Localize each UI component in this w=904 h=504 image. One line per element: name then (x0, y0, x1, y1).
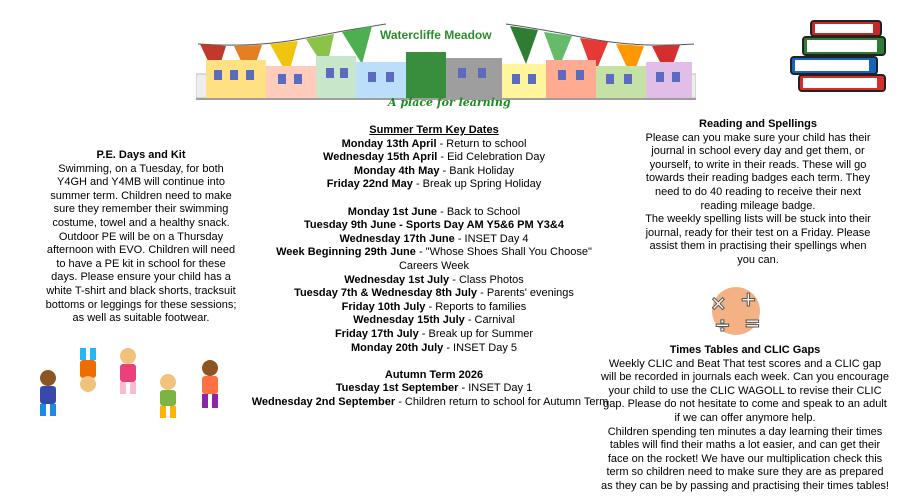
key-date-item (246, 138, 622, 152)
pe-line: summer term. Children need to make (50, 189, 232, 202)
reading-spellings-section (614, 118, 902, 268)
key-date-event: - Reports to families (425, 300, 527, 313)
key-date-item (246, 178, 622, 192)
key-date-event: - Parents' evenings (477, 287, 574, 300)
pe-line: afternoon with EVO. Children will need (46, 244, 236, 257)
svg-text:=: = (744, 311, 761, 335)
key-date-event: - Class Photos (449, 273, 524, 286)
key-date-item (246, 246, 622, 260)
key-date-item (246, 342, 622, 356)
reading-line: towards their reading badges each term. They (645, 172, 871, 185)
reading-line: you can. (737, 253, 779, 266)
key-date-event: - "Whose Shoes Shall You Choose" (415, 246, 592, 259)
key-date: Friday 22nd May (326, 178, 413, 191)
school-tagline: A place for learning (388, 96, 511, 109)
key-date: Tuesday 7th & Wednesday 8th July (294, 287, 478, 300)
key-date: Wednesday 15th April (323, 151, 438, 164)
svg-text:÷: ÷ (714, 313, 731, 337)
key-date-event: - INSET Day 4 (454, 232, 529, 245)
key-date-event: - Break up Spring Holiday (412, 178, 542, 191)
pe-line: Outdoor PE will be on a Thursday (58, 230, 224, 243)
key-date: Tuesday 1st September (335, 382, 459, 395)
reading-line: yourself, to write in their reads. These will go (649, 158, 867, 171)
times-line: will be recorded in journals each week. Can you encourage (600, 371, 889, 384)
key-date-event: - INSET Day 5 (443, 341, 518, 354)
key-date-event: - Carnival (464, 314, 515, 327)
times-line: tables will find their maths a lot easier, and can get their (609, 439, 881, 452)
key-date-item (246, 274, 622, 288)
reading-line: The weekly spelling lists will be stuck into their (645, 213, 871, 226)
pe-title: P.E. Days and Kit (96, 149, 186, 161)
key-date-item (246, 301, 622, 315)
reading-line: need to do 40 reading to receive their next (654, 185, 862, 198)
times-line: Weekly CLIC and Beat That test scores and a CLIC gap (608, 357, 882, 370)
spacer (246, 355, 622, 369)
times-line: gap. Please do not hesitate to come and speak to an adult (603, 398, 887, 411)
key-date-event: - Break up for Summer (418, 327, 534, 340)
times-line: Children spending ten minutes a day learning their times (607, 425, 883, 438)
key-date-item (246, 233, 622, 247)
key-date-event: - INSET Day 1 (458, 382, 533, 395)
pe-line: costume, towel and a healthy snack. (52, 216, 230, 229)
books-icon (783, 13, 897, 100)
key-date: Friday 17th July (334, 327, 419, 340)
children-playing-illustration (28, 346, 238, 422)
key-date-item (246, 219, 622, 233)
reading-line: assist them in practising their spellings when (649, 240, 867, 253)
pe-line: Y4GH and Y4MB will continue into (57, 176, 225, 189)
key-date: Monday 13th April (341, 137, 437, 150)
pe-line: as well as suitable footwear. (72, 312, 210, 325)
times-line: your child to use the CLIC WAGOLL to revise their CLIC (608, 384, 882, 397)
pe-line: to have a PE kit in school for these (56, 257, 226, 270)
key-date-item (246, 151, 622, 165)
pe-line: Swimming, on a Tuesday, for both (58, 162, 224, 175)
key-date-item (246, 165, 622, 179)
maths-symbols-icon (700, 284, 772, 338)
pe-line: days. Please ensure your child has a (51, 271, 231, 284)
key-date: Wednesday 2nd September (251, 395, 396, 408)
autumn-term-title: Autumn Term 2026 (384, 368, 484, 381)
key-date-item (246, 382, 622, 396)
school-header-banner (196, 12, 696, 112)
spacer (246, 192, 622, 206)
pe-line: white T-shirt and black shorts, tracksuit (46, 284, 236, 297)
key-date: Tuesday 9th June - Sports Day AM Y5&6 PM Y3&4 (303, 219, 564, 232)
summer-term-title: Summer Term Key Dates (369, 124, 499, 136)
key-date: Week Beginning 29th June (276, 246, 416, 259)
times-line: if we can offer anymore help. (674, 411, 816, 424)
pe-days-section (18, 149, 264, 326)
times-line: face on the rocket! We have our multiplication check this (607, 452, 883, 465)
key-date-event: - Bank Holiday (439, 164, 515, 177)
school-name: Watercliffe Meadow (380, 28, 492, 42)
key-date-event: - Children return to school for Autumn Term (395, 395, 609, 408)
key-date-event: Careers Week (398, 259, 470, 272)
key-date-item (238, 396, 622, 410)
reading-line: Please can you make sure your child has their (645, 131, 871, 144)
key-date: Friday 10th July (341, 300, 426, 313)
key-date-item (246, 314, 622, 328)
reading-line: journal in school every day and get them, or (651, 145, 865, 158)
key-date: Wednesday 17th June (339, 232, 455, 245)
times-title: Times Tables and CLIC Gaps (669, 344, 821, 356)
key-date: Wednesday 1st July (344, 273, 450, 286)
pe-line: bottoms or leggings for these sessions; (45, 298, 237, 311)
key-date: Monday 20th July (350, 341, 444, 354)
key-date-event: - Eid Celebration Day (437, 151, 545, 164)
reading-line: journal, ready for their test on a Friday. Please (645, 226, 871, 239)
times-line: as they can be by passing and practising their times tables! (601, 479, 889, 492)
key-date-event: - Back to School (437, 205, 521, 218)
svg-text:+: + (740, 287, 757, 311)
reading-title: Reading and Spellings (699, 118, 817, 130)
key-date: Monday 4th May (353, 164, 440, 177)
key-date: Monday 1st June (347, 205, 438, 218)
pe-line: sure they remember their swimming (53, 203, 229, 216)
svg-text:×: × (710, 291, 727, 315)
key-date-item (246, 260, 622, 274)
key-date-item (246, 206, 622, 220)
times-tables-section (586, 344, 904, 494)
key-date: Wednesday 15th July (353, 314, 465, 327)
key-date-item (246, 287, 622, 301)
key-date-event: - Return to school (436, 137, 527, 150)
key-dates-section (246, 124, 622, 409)
reading-line: reading mileage badge. (700, 199, 816, 212)
times-line: term so children need to make sure they are as prepared (606, 466, 884, 479)
key-date-item (246, 328, 622, 342)
